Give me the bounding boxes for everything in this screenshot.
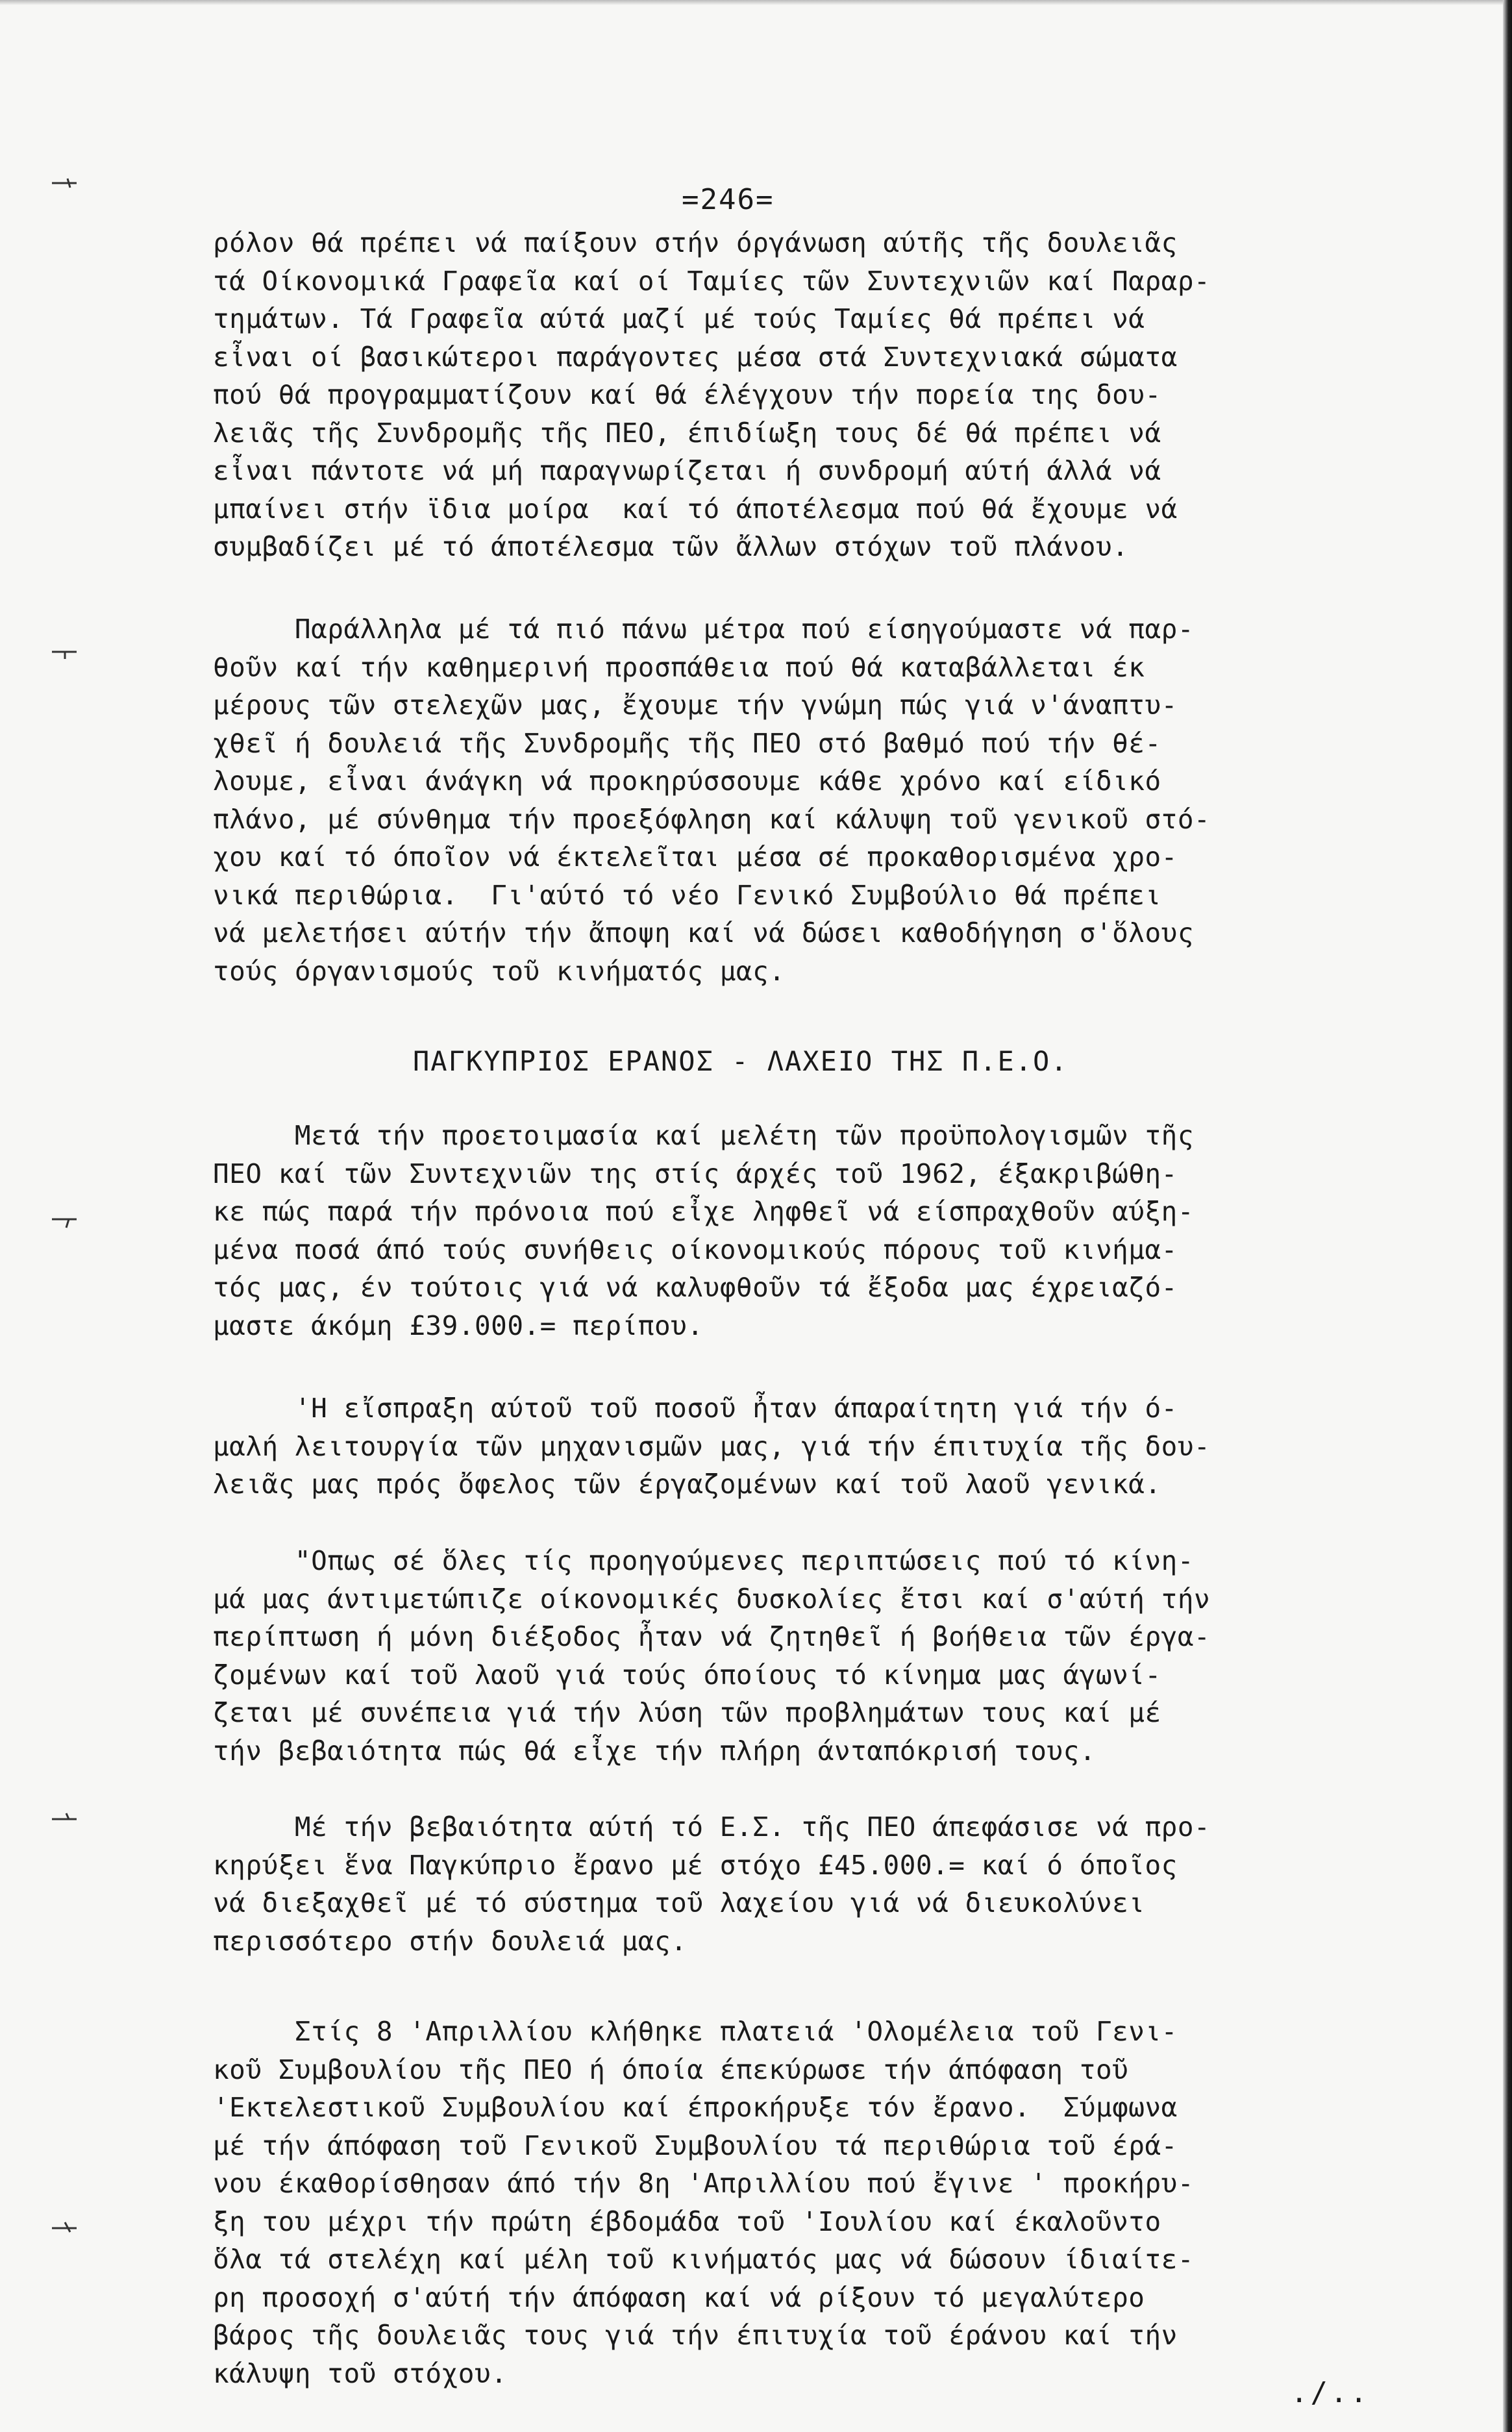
text-line: λειᾶς μας πρός ὄφελος τῶν έργαζομένων καί τοῦ λαοῦ γενικά.: [213, 1469, 1161, 1500]
text-line: ρη προσοχή σ'αύτή τήν άπόφαση καί νά ρίξουν τό μεγαλύτερο: [213, 2281, 1145, 2313]
text-line: περισσότερο στήν δουλειά μας.: [213, 1925, 688, 1957]
text-line: χου καί τό όποῖον νά έκτελεῖται μέσα σέ προκαθορισμένα χρο-: [213, 841, 1178, 873]
continuation-mark: ./..: [1291, 2376, 1370, 2409]
text-line: κηρύξει ἕνα Παγκύπριο ἔρανο μέ στόχο £45.000.= καί ό όποῖος: [213, 1849, 1178, 1881]
text-line: θοῦν καί τήν καθημερινή προσπάθεια πού θά καταβάλλεται έκ: [213, 651, 1145, 683]
text-line: ΠΕΟ καί τῶν Συντεχνιῶν της στίς άρχές τοῦ 1962, έξακριβώθη-: [213, 1158, 1178, 1189]
scan-top-edge: [0, 0, 1512, 5]
text-line: τός μας, έν τούτοις γιά νά καλυφθοῦν τά ἔξοδα μας έχρειαζό-: [213, 1272, 1178, 1303]
text-line: 'Η εἴσπραξη αύτοῦ τοῦ ποσοῦ ἦταν άπαραίτητη γιά τήν ό-: [213, 1393, 1178, 1424]
text-line: "Οπως σέ ὅλες τίς προηγούμενες περιπτώσεις πού τό κίνη-: [213, 1545, 1195, 1576]
text-line: πού θά προγραμματίζουν καί θά έλέγχουν τήν πορεία της δου-: [213, 379, 1161, 410]
text-line: εἶναι πάντοτε νά μή παραγνωρίζεται ή συνδρομή αύτή άλλά νά: [213, 455, 1161, 486]
page-number: =246=: [682, 183, 775, 216]
text-line: Παράλληλα μέ τά πιό πάνω μέτρα πού είσηγούμαστε νά παρ-: [213, 614, 1195, 645]
paragraph-1: [213, 224, 1433, 566]
text-line: λειᾶς τῆς Συνδρομῆς τῆς ΠΕΟ, έπιδίωξη τους δέ θά πρέπει νά: [213, 417, 1161, 449]
text-line: εἶναι οί βασικώτεροι παράγοντες μέσα στά Συντεχνιακά σώματα: [213, 341, 1178, 373]
margin-tick-mark: [51, 177, 79, 190]
text-line: τήν βεβαιότητα πώς θά εἶχε τήν πλήρη άνταπόκρισή τους.: [213, 1735, 1096, 1767]
text-line: κάλυψη τοῦ στόχου.: [213, 2357, 508, 2389]
text-line: κε πώς παρά τήν πρόνοια πού εἶχε ληφθεῖ νά είσπραχθοῦν αύξη-: [213, 1196, 1195, 1227]
margin-tick-mark: [51, 647, 79, 660]
margin-tick-mark: [51, 1811, 79, 1824]
text-line: περίπτωση ή μόνη διέξοδος ἦταν νά ζητηθεῖ ή βοήθεια τῶν έργα-: [213, 1621, 1211, 1652]
text-line: Στίς 8 'Απριλλίου κλήθηκε πλατειά 'Ολομέλεια τοῦ Γενι-: [213, 2016, 1178, 2047]
paragraph-3: [213, 1117, 1433, 1345]
text-line: ζεται μέ συνέπεια γιά τήν λύση τῶν προβλημάτων τους καί μέ: [213, 1697, 1161, 1728]
margin-tick-mark: [51, 1215, 79, 1228]
paragraph-2: [213, 610, 1433, 990]
text-line: μαστε άκόμη £39.000.= περίπου.: [213, 1309, 704, 1341]
text-line: μέρους τῶν στελεχῶν μας, ἔχουμε τήν γνώμη πώς γιά ν'άναπτυ-: [213, 689, 1178, 721]
text-line: ξη του μέχρι τήν πρώτη έβδομάδα τοῦ 'Ιουλίου καί έκαλοῦντο: [213, 2205, 1161, 2237]
text-line: χθεῖ ή δουλειά τῆς Συνδρομῆς τῆς ΠΕΟ στό βαθμό πού τήν θέ-: [213, 727, 1161, 759]
text-line: λουμε, εἶναι άνάγκη νά προκηρύσσουμε κάθε χρόνο καί είδικό: [213, 765, 1161, 797]
text-line: μπαίνει στήν ϊδια μοίρα καί τό άποτέλεσμα πού θά ἔχουμε νά: [213, 493, 1178, 525]
text-line: νου έκαθορίσθησαν άπό τήν 8η 'Απριλλίου πού ἔγινε ' προκήρυ-: [213, 2168, 1195, 2199]
text-line: νικά περιθώρια. Γι'αύτό τό νέο Γενικό Συμβούλιο θά πρέπει: [213, 879, 1161, 911]
text-line: μά μας άντιμετώπιζε οίκονομικές δυσκολίες ἔτσι καί σ'αύτή τήν: [213, 1583, 1211, 1615]
text-line: συμβαδίζει μέ τό άποτέλεσμα τῶν ἄλλων στόχων τοῦ πλάνου.: [213, 531, 1129, 562]
paragraph-6: [213, 1808, 1433, 1960]
scan-right-edge: [1503, 0, 1512, 2432]
text-line: ζομένων καί τοῦ λαοῦ γιά τούς όποίους τό κίνημα μας άγωνί-: [213, 1659, 1161, 1691]
paragraph-4: [213, 1389, 1433, 1504]
text-line: τημάτων. Τά Γραφεῖα αύτά μαζί μέ τούς Ταμίες θά πρέπει νά: [213, 303, 1145, 334]
text-line: ρόλον θά πρέπει νά παίξουν στήν όργάνωση αύτῆς τῆς δουλειᾶς: [213, 227, 1178, 258]
text-line: νά μελετήσει αύτήν τήν ἄποψη καί νά δώσει καθοδήγηση σ'ὅλους: [213, 917, 1195, 949]
text-line: βάρος τῆς δουλειᾶς τους γιά τήν έπιτυχία τοῦ έράνου καί τήν: [213, 2320, 1178, 2351]
text-line: νά διεξαχθεῖ μέ τό σύστημα τοῦ λαχείου γιά νά διευκολύνει: [213, 1887, 1145, 1918]
paragraph-5: [213, 1542, 1433, 1770]
text-line: τούς όργανισμούς τοῦ κινήματός μας.: [213, 955, 786, 987]
text-line: Μετά τήν προετοιμασία καί μελέτη τῶν προϋπολογισμῶν τῆς: [213, 1120, 1195, 1151]
text-line: μέ τήν άπόφαση τοῦ Γενικοῦ Συμβουλίου τά περιθώρια τοῦ έρά-: [213, 2129, 1178, 2161]
text-line: 'Εκτελεστικοῦ Συμβουλίου καί έπροκήρυξε τόν ἔρανο. Σύμφωνα: [213, 2092, 1178, 2123]
text-line: ὅλα τά στελέχη καί μέλη τοῦ κινήματός μας νά δώσουν ίδιαίτε-: [213, 2244, 1195, 2275]
text-line: Μέ τήν βεβαιότητα αύτή τό Ε.Σ. τῆς ΠΕΟ άπεφάσισε νά προ-: [213, 1811, 1211, 1843]
text-line: μαλή λειτουργία τῶν μηχανισμῶν μας, γιά τήν έπιτυχία τῆς δου-: [213, 1430, 1211, 1462]
section-heading: ΠΑΓΚΥΠΡΙΟΣ ΕΡΑΝΟΣ - ΛΑΧΕΙΟ ΤΗΣ Π.Ε.Ο.: [413, 1045, 1069, 1077]
text-line: τά Οίκονομικά Γραφεῖα καί οί Ταμίες τῶν Συντεχνιῶν καί Παραρ-: [213, 265, 1211, 297]
text-line: κοῦ Συμβουλίου τῆς ΠΕΟ ή όποία έπεκύρωσε τήν άπόφαση τοῦ: [213, 2054, 1129, 2085]
paragraph-7: [213, 2013, 1433, 2392]
margin-tick-mark: [51, 2220, 79, 2233]
text-line: μένα ποσά άπό τούς συνήθεις οίκονομικούς πόρους τοῦ κινήμα-: [213, 1234, 1178, 1265]
text-line: πλάνο, μέ σύνθημα τήν προεξόφληση καί κάλυψη τοῦ γενικοῦ στό-: [213, 803, 1211, 835]
